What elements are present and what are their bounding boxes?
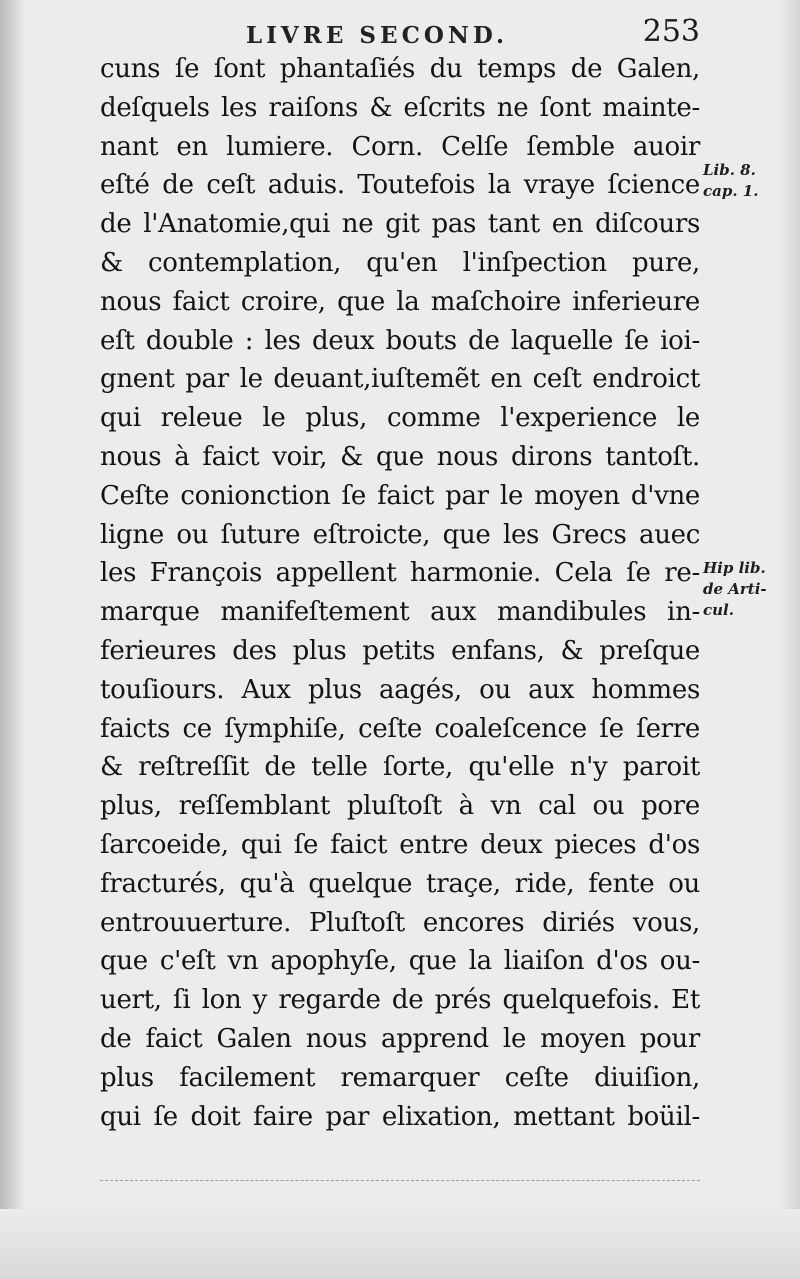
marginal-note-line: cap. 1.	[703, 182, 759, 200]
marginal-note-line: cul.	[703, 601, 734, 619]
page-right-edge	[780, 0, 800, 1279]
text-line: eſté de ceſt aduis. Toutefois la vraye ſcience	[100, 170, 700, 201]
text-line: ſarcoeide, qui ſe faict entre deux pieces d'os	[100, 829, 700, 860]
text-line: uert, ſi lon y regarde de prés quelquefois. Et	[100, 985, 700, 1016]
marginal-note-reference	[703, 160, 758, 202]
text-line: plus facilement remarquer ceſte diuiſion,	[100, 1062, 700, 1093]
text-line: de faict Galen nous apprend le moyen pour	[100, 1023, 700, 1054]
marginal-note-line: Hip lib.	[703, 559, 766, 577]
text-line: deſquels les raiſons & eſcrits ne ſont mainte-	[100, 92, 700, 123]
text-line: entrouuerture. Pluſtoſt encores diriés vous,	[100, 907, 700, 938]
text-line: nant en lumiere. Corn. Celſe ſemble auoir	[100, 131, 700, 162]
text-line: que c'eſt vn apophyſe, que la liaiſon d'os ou-	[100, 946, 700, 977]
text-line: cuns ſe ſont phantaſiés du temps de Galen,	[100, 54, 700, 84]
text-line: touſiours. Aux plus aagés, ou aux hommes	[100, 674, 700, 705]
running-head	[100, 14, 700, 54]
text-line: ferieures des plus petits enfans, & preſque	[100, 635, 700, 666]
text-line: Ceſte conionction ſe faict par le moyen d'vne	[100, 480, 700, 511]
marginal-note-line: Lib. 8.	[703, 161, 756, 179]
bottom-dotted-rule	[100, 1180, 700, 1181]
binding-gutter-shadow	[0, 0, 26, 1279]
text-line: qui releue le plus, comme l'experience le	[100, 403, 700, 434]
text-line: marque manifeſtement aux mandibules in-	[100, 597, 700, 628]
page-bottom-shade	[0, 1209, 800, 1279]
text-line: nous à faict voir, & que nous dirons tantoſt.	[100, 441, 700, 472]
text-line: eſt double : les deux bouts de laquelle ſe ioi-	[100, 325, 700, 356]
body-text	[100, 50, 700, 1136]
text-line: & contemplation, qu'en l'inſpection pure,	[100, 247, 700, 278]
text-line: fracturés, qu'à quelque traçe, ride, fente ou	[100, 868, 700, 899]
text-line: plus, reſſemblant pluſtoſt à vn cal ou pore	[100, 791, 700, 822]
running-title: LIVRE SECOND.	[246, 22, 509, 49]
text-line: nous faict croire, que la maſchoire inferieure	[100, 286, 700, 317]
text-line: gnent par le deuant,iuſtemẽt en ceſt endroict	[100, 364, 700, 395]
text-line: & reſtreſſit de telle ſorte, qu'elle n'y paroit	[100, 752, 700, 783]
text-line: ligne ou ſuture eſtroicte, que les Grecs auec	[100, 519, 700, 550]
text-line: de l'Anatomie,qui ne git pas tant en diſcours	[100, 209, 700, 240]
text-line: qui ſe doit faire par elixation, mettant boüil-	[100, 1101, 700, 1132]
marginal-note-reference	[703, 558, 767, 621]
page-number: 253	[642, 14, 700, 49]
marginal-note-line: de Arti-	[703, 580, 767, 598]
text-line: faicts ce ſymphiſe, ceſte coaleſcence ſe ſerre	[100, 713, 700, 744]
text-line: les François appellent harmonie. Cela ſe re-	[100, 558, 700, 589]
